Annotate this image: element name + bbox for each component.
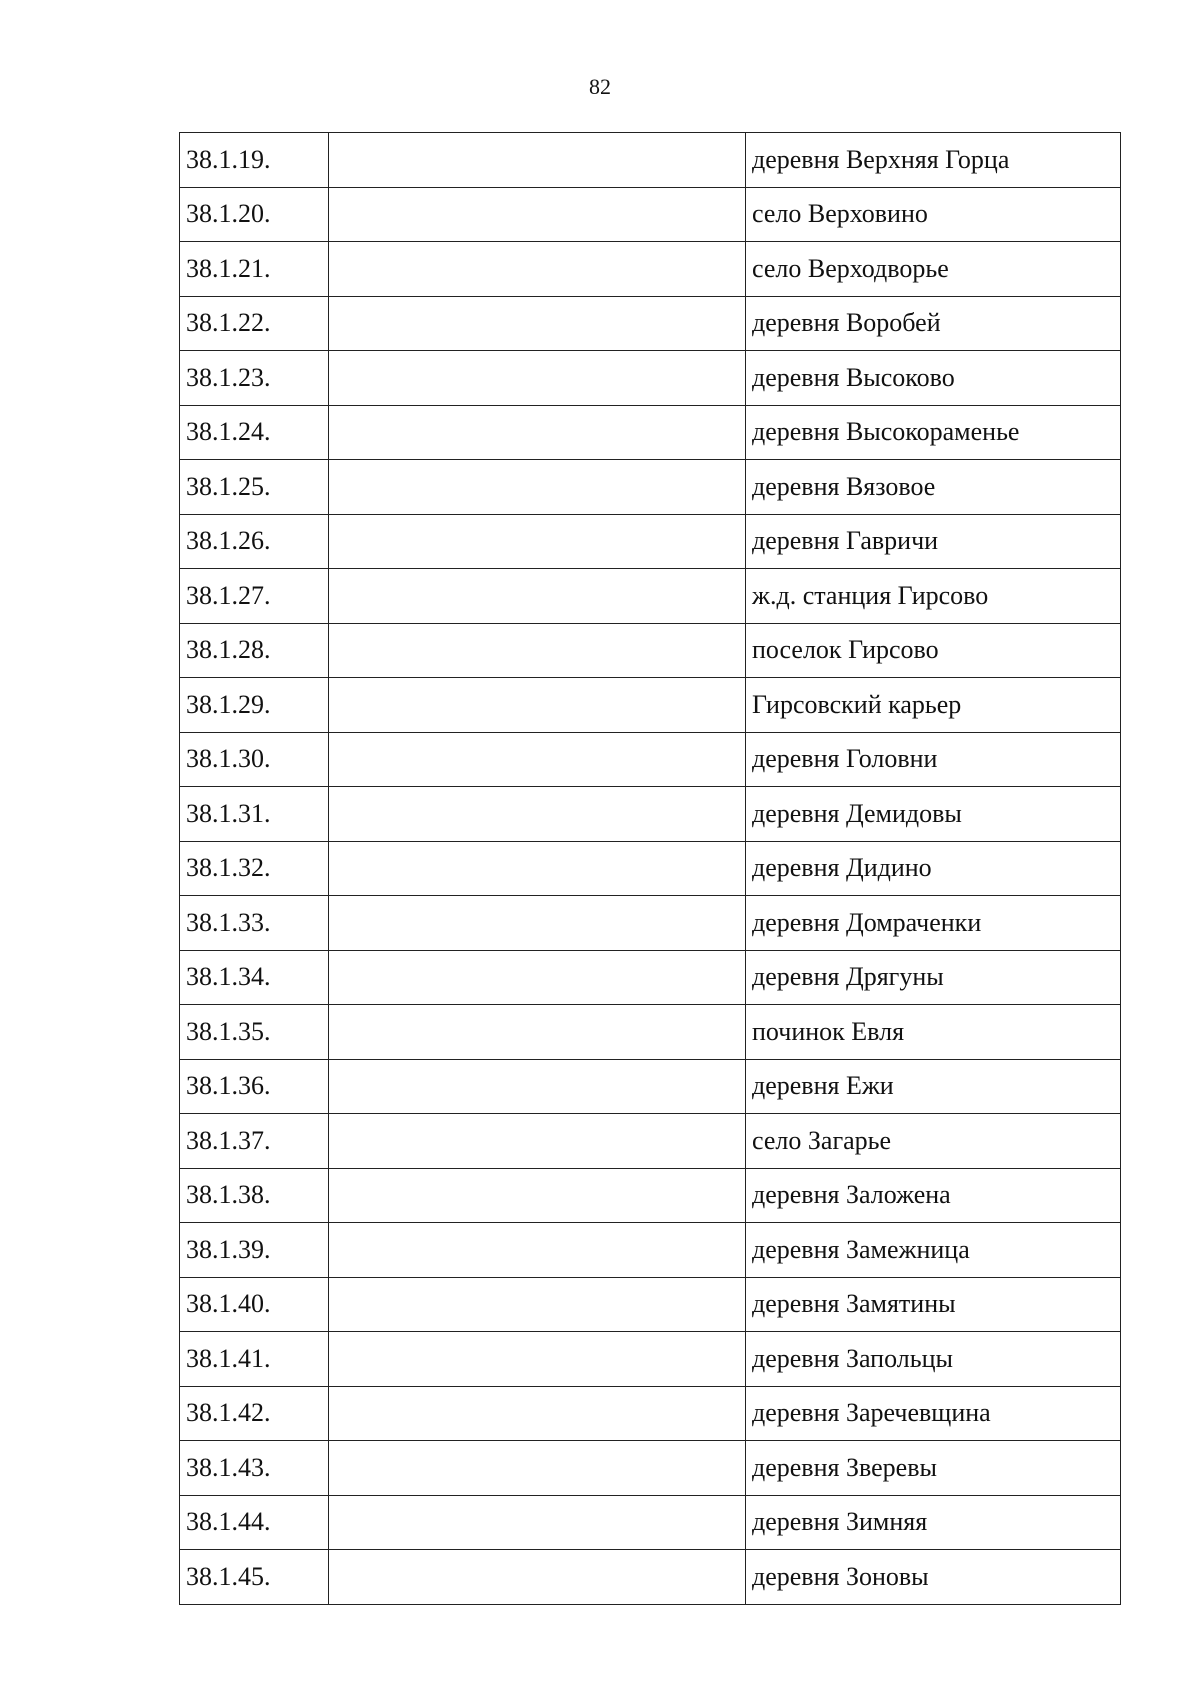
row-middle-cell xyxy=(329,678,746,733)
row-middle-cell xyxy=(329,787,746,842)
table-row xyxy=(180,1332,1121,1387)
table-row xyxy=(180,896,1121,951)
table-row xyxy=(180,405,1121,460)
row-number-cell: 38.1.19. xyxy=(180,133,329,188)
settlement-name-cell: деревня Зимняя xyxy=(746,1495,1121,1550)
settlement-name-cell: деревня Верхняя Горца xyxy=(746,133,1121,188)
row-number-cell: 38.1.32. xyxy=(180,841,329,896)
row-number-cell: 38.1.42. xyxy=(180,1386,329,1441)
table-row xyxy=(180,623,1121,678)
row-middle-cell xyxy=(329,1059,746,1114)
row-middle-cell xyxy=(329,1005,746,1060)
row-middle-cell xyxy=(329,1495,746,1550)
settlement-name-cell: починок Евля xyxy=(746,1005,1121,1060)
settlement-name-cell: село Верховино xyxy=(746,187,1121,242)
settlement-name-cell: деревня Заложена xyxy=(746,1168,1121,1223)
table-row xyxy=(180,242,1121,297)
row-middle-cell xyxy=(329,623,746,678)
row-number-cell: 38.1.25. xyxy=(180,460,329,515)
table-row xyxy=(180,296,1121,351)
row-middle-cell xyxy=(329,1114,746,1169)
settlement-name-cell: деревня Запольцы xyxy=(746,1332,1121,1387)
row-number-cell: 38.1.21. xyxy=(180,242,329,297)
table-row xyxy=(180,514,1121,569)
settlement-name-cell: деревня Зоновы xyxy=(746,1550,1121,1605)
table-row xyxy=(180,1114,1121,1169)
table-row xyxy=(180,787,1121,842)
row-number-cell: 38.1.45. xyxy=(180,1550,329,1605)
table-row xyxy=(180,187,1121,242)
table-row xyxy=(180,1550,1121,1605)
table-row xyxy=(180,1059,1121,1114)
row-number-cell: 38.1.29. xyxy=(180,678,329,733)
row-middle-cell xyxy=(329,1550,746,1605)
row-number-cell: 38.1.35. xyxy=(180,1005,329,1060)
row-middle-cell xyxy=(329,242,746,297)
settlement-name-cell: село Верходворье xyxy=(746,242,1121,297)
settlements-table xyxy=(179,132,1121,1605)
settlement-name-cell: Гирсовский карьер xyxy=(746,678,1121,733)
settlement-name-cell: деревня Демидовы xyxy=(746,787,1121,842)
settlement-name-cell: деревня Вязовое xyxy=(746,460,1121,515)
row-number-cell: 38.1.22. xyxy=(180,296,329,351)
row-number-cell: 38.1.41. xyxy=(180,1332,329,1387)
table-row xyxy=(180,950,1121,1005)
table-row xyxy=(180,133,1121,188)
settlement-name-cell: деревня Гавричи xyxy=(746,514,1121,569)
row-number-cell: 38.1.20. xyxy=(180,187,329,242)
row-number-cell: 38.1.31. xyxy=(180,787,329,842)
settlement-name-cell: деревня Замятины xyxy=(746,1277,1121,1332)
table-row xyxy=(180,1223,1121,1278)
settlement-name-cell: деревня Воробей xyxy=(746,296,1121,351)
row-number-cell: 38.1.28. xyxy=(180,623,329,678)
row-middle-cell xyxy=(329,460,746,515)
row-number-cell: 38.1.30. xyxy=(180,732,329,787)
settlement-name-cell: деревня Зверевы xyxy=(746,1441,1121,1496)
table-row xyxy=(180,1277,1121,1332)
row-number-cell: 38.1.38. xyxy=(180,1168,329,1223)
row-middle-cell xyxy=(329,1223,746,1278)
row-number-cell: 38.1.37. xyxy=(180,1114,329,1169)
row-number-cell: 38.1.36. xyxy=(180,1059,329,1114)
table-row xyxy=(180,1005,1121,1060)
page-number: 82 xyxy=(589,74,611,99)
table-row xyxy=(180,351,1121,406)
row-middle-cell xyxy=(329,133,746,188)
row-middle-cell xyxy=(329,950,746,1005)
settlement-name-cell: поселок Гирсово xyxy=(746,623,1121,678)
row-middle-cell xyxy=(329,1277,746,1332)
row-number-cell: 38.1.44. xyxy=(180,1495,329,1550)
row-middle-cell xyxy=(329,1441,746,1496)
settlement-name-cell: село Загарье xyxy=(746,1114,1121,1169)
settlement-name-cell: деревня Заречевщина xyxy=(746,1386,1121,1441)
row-middle-cell xyxy=(329,514,746,569)
table-row xyxy=(180,1441,1121,1496)
settlements-table-body xyxy=(180,133,1121,1605)
settlement-name-cell: деревня Ежи xyxy=(746,1059,1121,1114)
row-middle-cell xyxy=(329,187,746,242)
row-middle-cell xyxy=(329,351,746,406)
table-row xyxy=(180,1495,1121,1550)
row-middle-cell xyxy=(329,296,746,351)
settlement-name-cell: деревня Дидино xyxy=(746,841,1121,896)
settlement-name-cell: деревня Дрягуны xyxy=(746,950,1121,1005)
settlement-name-cell: деревня Высокораменье xyxy=(746,405,1121,460)
table-row xyxy=(180,1386,1121,1441)
row-middle-cell xyxy=(329,732,746,787)
settlement-name-cell: ж.д. станция Гирсово xyxy=(746,569,1121,624)
table-row xyxy=(180,460,1121,515)
table-row xyxy=(180,1168,1121,1223)
settlement-name-cell: деревня Замежница xyxy=(746,1223,1121,1278)
settlement-name-cell: деревня Головни xyxy=(746,732,1121,787)
row-number-cell: 38.1.40. xyxy=(180,1277,329,1332)
row-middle-cell xyxy=(329,569,746,624)
row-middle-cell xyxy=(329,1168,746,1223)
row-number-cell: 38.1.34. xyxy=(180,950,329,1005)
settlement-name-cell: деревня Высоково xyxy=(746,351,1121,406)
table-row xyxy=(180,569,1121,624)
row-number-cell: 38.1.23. xyxy=(180,351,329,406)
row-number-cell: 38.1.43. xyxy=(180,1441,329,1496)
row-middle-cell xyxy=(329,841,746,896)
table-row xyxy=(180,678,1121,733)
row-number-cell: 38.1.27. xyxy=(180,569,329,624)
settlement-name-cell: деревня Домраченки xyxy=(746,896,1121,951)
table-row xyxy=(180,732,1121,787)
row-middle-cell xyxy=(329,896,746,951)
row-middle-cell xyxy=(329,405,746,460)
row-number-cell: 38.1.39. xyxy=(180,1223,329,1278)
row-middle-cell xyxy=(329,1386,746,1441)
row-number-cell: 38.1.26. xyxy=(180,514,329,569)
row-number-cell: 38.1.33. xyxy=(180,896,329,951)
table-row xyxy=(180,841,1121,896)
row-middle-cell xyxy=(329,1332,746,1387)
row-number-cell: 38.1.24. xyxy=(180,405,329,460)
